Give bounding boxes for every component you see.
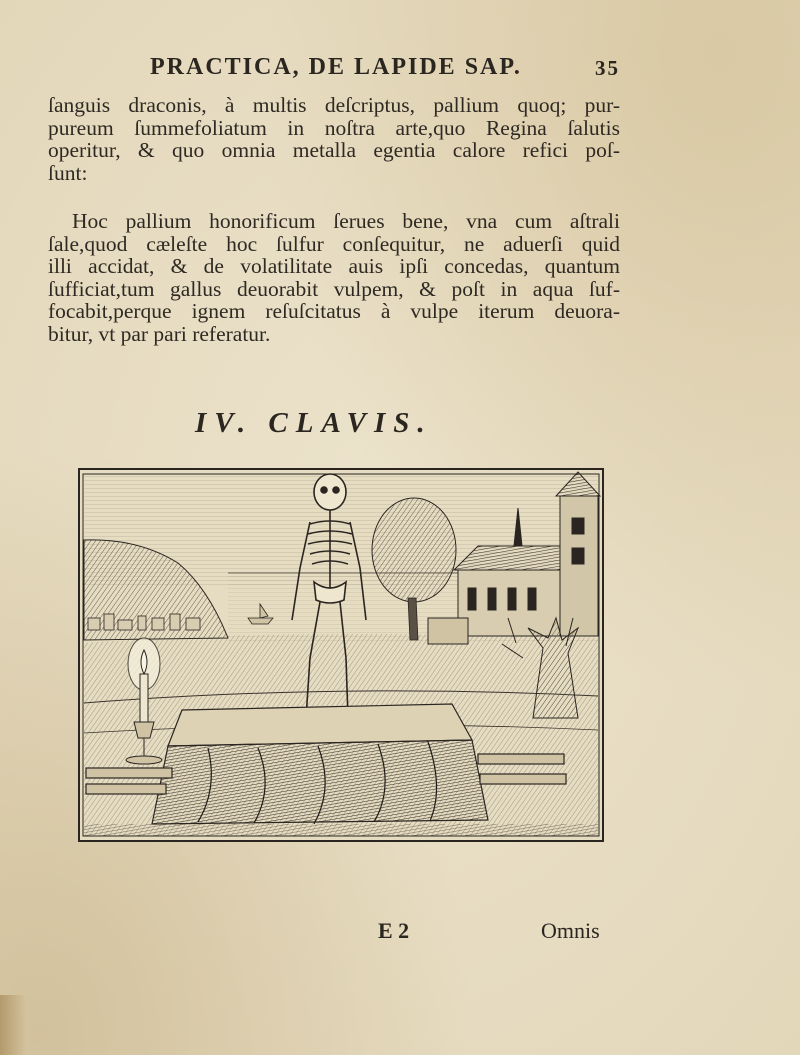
signature-mark: E 2 [378, 918, 410, 943]
text-line: focabit,perque ignem reſuſcitatus à vulpe iterum deuora- [48, 299, 620, 323]
text-line: Hoc pallium honorificum ſerues bene, vna cum aſtrali [72, 209, 620, 233]
page-edge-stain [0, 995, 26, 1055]
text-line: bitur, vt par pari referatur. [48, 321, 271, 346]
running-head-title: PRACTICA, DE LAPIDE SAP. [150, 54, 522, 80]
paragraph-1 [48, 94, 620, 184]
running-head [150, 54, 620, 88]
text-line: illi accidat, & de volatilitate auis ipſi concedas, quantum [48, 254, 620, 278]
section-heading: IV. CLAVIS. [195, 407, 433, 439]
paragraph-2 [48, 210, 620, 345]
engraving-illustration [78, 468, 604, 842]
page-number: 35 [595, 56, 620, 80]
text-line: ſunt: [48, 160, 88, 185]
text-line: ſufficiat,tum gallus deuorabit vulpem, & poſt in aqua ſuf- [48, 276, 620, 301]
catchword: Omnis [541, 918, 600, 943]
text-line: ſale,quod cæleſte hoc ſulfur conſequitur, ne aduerſi quid [48, 231, 620, 256]
text-line: pureum ſummefoliatum in noſtra arte,quo Regina ſalutis [48, 115, 620, 140]
text-line: ſanguis draconis, à multis deſcriptus, pallium quoq; pur- [48, 93, 620, 117]
text-line: operitur, & quo omnia metalla egentia calore refici poſ- [48, 138, 620, 162]
